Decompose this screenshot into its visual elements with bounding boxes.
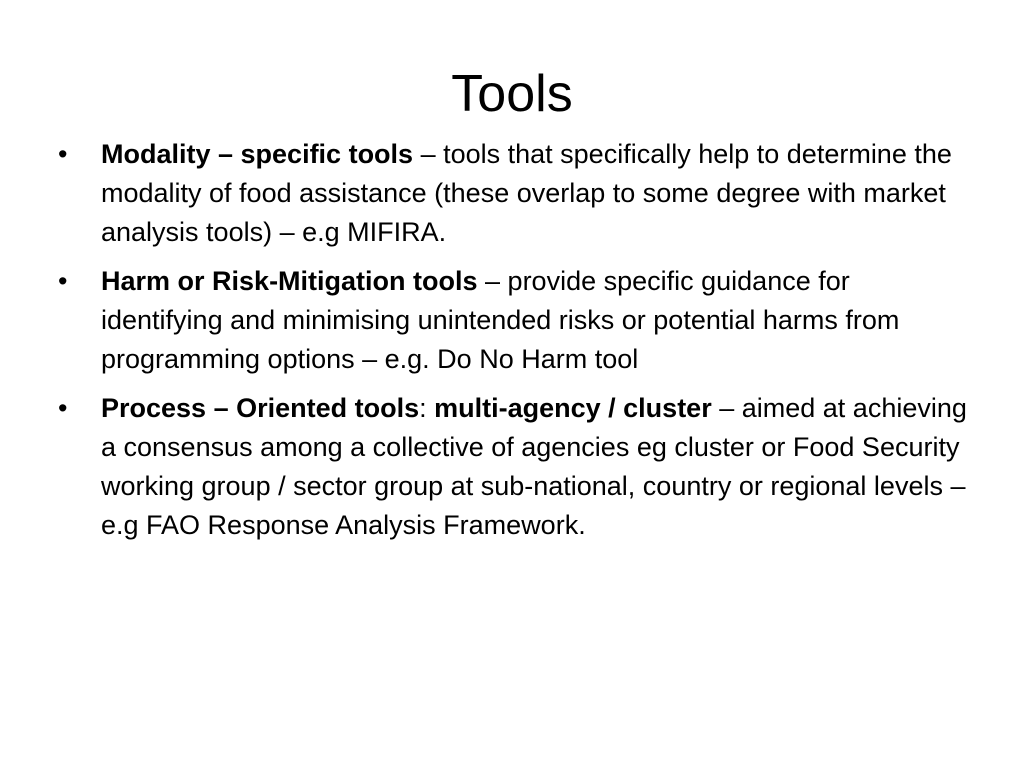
bullet-item-modality [58, 135, 968, 252]
bullet-text: – provide specific guidance for identifying and minimising unintended risks or potential harms from programming options – e.g. Do No Harm tool [101, 266, 900, 374]
bullet-heading: Modality – specific tools [101, 139, 414, 169]
bullet-list [58, 135, 968, 555]
slide-title: Tools [451, 65, 573, 123]
bullet-subheading: multi-agency / cluster [434, 393, 712, 423]
bullet-heading: Harm or Risk-Mitigation tools [101, 266, 478, 296]
bullet-marker: • [58, 139, 68, 169]
bullet-item-harm [58, 262, 968, 379]
bullet-marker: • [58, 393, 68, 423]
bullet-heading: Process – Oriented tools [101, 393, 420, 423]
bullet-text: : [419, 393, 435, 423]
bullet-marker: • [58, 266, 68, 296]
bullet-text: – aimed at achieving a consensus among a collective of agencies eg cluster or Food Security working group / sector group at sub-national, country or regional levels – e.g FAO Response Analysis Framework. [101, 393, 967, 540]
bullet-text: – tools that specifically help to determine the modality of food assistance (these overlap to some degree with market analysis tools) – e.g MIFIRA. [101, 139, 952, 247]
bullet-item-process [58, 389, 968, 545]
